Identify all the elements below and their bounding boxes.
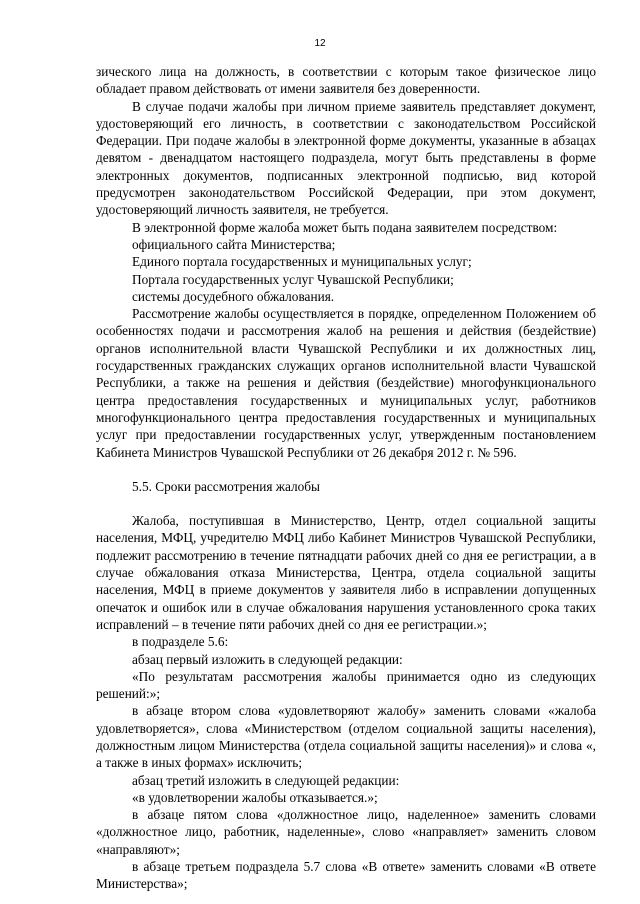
paragraph-amend-first: абзац первый изложить в следующей редакции:: [132, 651, 403, 667]
paragraph-amend-5-7: в абзаце третьем подраздела 5.7 слова «В ответе» заменить словами «В ответе Министерства»;: [96, 859, 596, 892]
list-item-unified-portal: Единого портала государственных и муниципальных услуг;: [132, 254, 472, 270]
list-item-pretrial-system: системы досудебного обжалования.: [132, 288, 335, 304]
section-heading: 5.5. Сроки рассмотрения жалобы: [132, 478, 320, 494]
list-item-ministry-site: официального сайта Министерства;: [132, 236, 336, 252]
paragraph-subsection-5-6: в подразделе 5.6:: [132, 634, 229, 650]
paragraph-amend-second: в абзаце втором слова «удовлетворяют жалобу» заменить словами «жалоба удовлетворяется», слова «Министерством (отделом социальной защиты населения), должностным лицом Министерства (отдела социальной защиты населения)» и слова «, а также в иных формах» исключить;: [96, 703, 596, 771]
paragraph-personal-submission: В случае подачи жалобы при личном приеме заявитель представляет документ, удостоверяющий его личность, в соответствии с законодательством Российской Федерации. При подаче жалобы в электронной форме документы, указанные в абзацах девятом - двенадцатом настоящего подраздела, могут быть представлены в форме электронных документов, подписанных электронной подписью, вид которой предусмотрен законодательством Российской Федерации, при этом документ, удостоверяющий личность заявителя, не требуется.: [96, 98, 596, 218]
page-number: 12: [314, 38, 326, 49]
paragraph-continuation: зического лица на должность, в соответствии с которым такое физическое лицо обладает правом действовать от имени заявителя без доверенности.: [96, 64, 596, 97]
paragraph-amend-third: абзац третий изложить в следующей редакции:: [132, 772, 400, 788]
list-item-regional-portal: Портала государственных услуг Чувашской Республики;: [132, 271, 454, 287]
paragraph-electronic-channels: В электронной форме жалоба может быть подана заявителем посредством:: [132, 219, 558, 235]
paragraph-quoted-third: «в удовлетворении жалобы отказывается.»;: [132, 789, 378, 805]
paragraph-quoted-first: «По результатам рассмотрения жалобы принимается одно из следующих решений:»;: [96, 668, 596, 702]
paragraph-amend-fifth: в абзаце пятом слова «должностное лицо, наделенное» заменить словами «должностное лицо, работник, наделенные», слово «направляет» заменить словом «направляют»;: [96, 807, 596, 857]
document-body: [96, 63, 596, 893]
paragraph-review-terms: Жалоба, поступившая в Министерство, Центр, отдел социальной защиты населения, МФЦ, учредителю МФЦ либо Кабинет Министров Чувашской Республики, подлежит рассмотрению в течение пятнадцати рабочих дней со дня ее регистрации, а в случае обжалования отказа Министерства, Центра, отдела социальной защиты населения, МФЦ в приеме документов у заявителя либо в исправлении допущенных опечаток и ошибок или в случае обжалования нарушения установленного срока таких исправлений – в течение пяти рабочих дней со дня ее регистрации.»;: [96, 513, 596, 632]
paragraph-review-procedure: Рассмотрение жалобы осуществляется в порядке, определенном Положением об особенностях подачи и рассмотрения жалоб на решения и действия (бездействие) органов исполнительной власти Чувашской Республики и их должностных лиц, государственных гражданских служащих органов исполнительной власти Чувашской Республики, а также на решения и действия (бездействие) многофункционального центра предоставления государственных и муниципальных услуг, работников многофункционального центра предоставления государственных и муниципальных услуг при предоставлении государственных услуг, утвержденным постановлением Кабинета Министров Чувашской Республики от 26 декабря 2012 г. № 596.: [96, 306, 596, 460]
